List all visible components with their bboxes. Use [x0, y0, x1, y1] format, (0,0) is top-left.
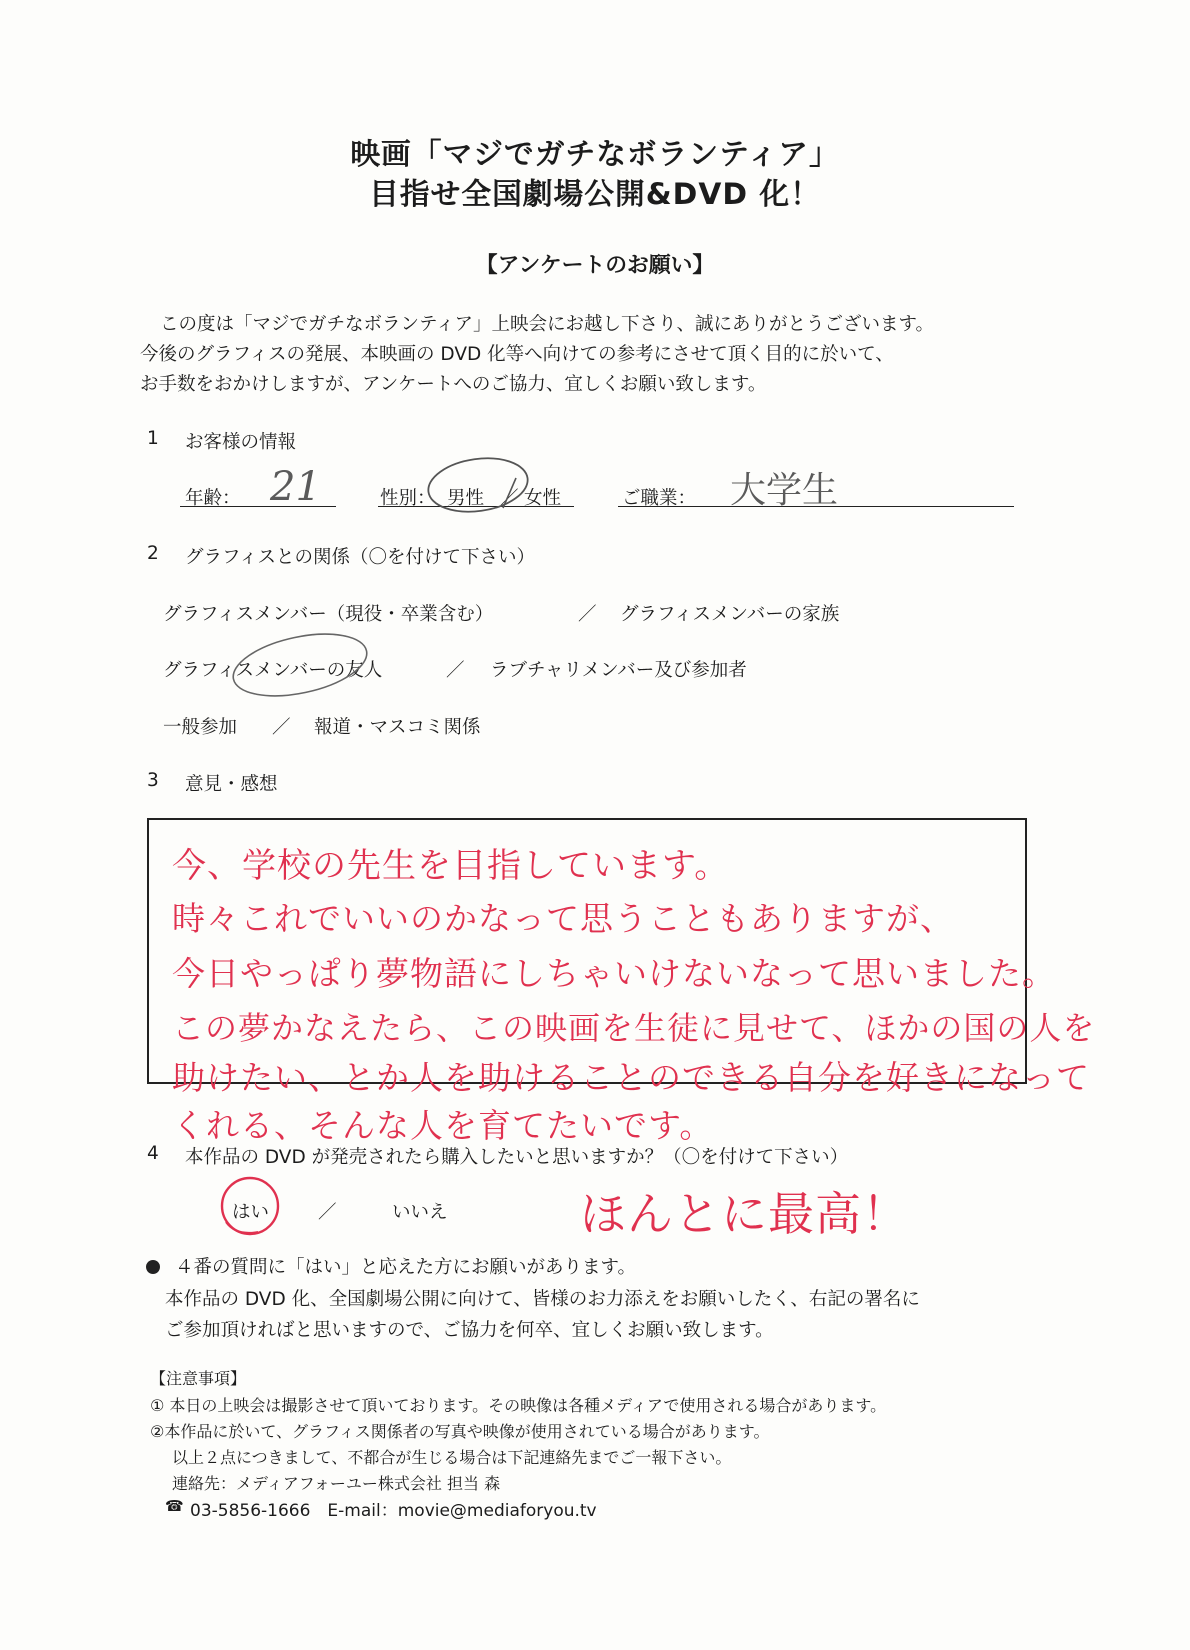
dvd-separator: ／: [318, 1202, 337, 1223]
relation-option-general[interactable]: 一般参加: [163, 717, 238, 738]
bullet-icon: [146, 1260, 160, 1274]
phone-email-line[interactable]: 03-5856-1666 E-mail：movie@mediaforyou.tv: [190, 1501, 597, 1521]
caution-item-3: 以上２点につきまして、不都合が生じる場合は下記連絡先までご一報下さい。: [172, 1448, 732, 1467]
handwritten-remark: ほんとに最高！: [580, 1187, 909, 1241]
relation-separator-3: ／: [272, 717, 291, 738]
q1-number: 1: [147, 428, 159, 449]
comment-line-2: 時々これでいいのかなって思うこともありますが、: [172, 899, 954, 938]
q2-number: 2: [147, 543, 159, 564]
survey-heading: 【アンケートのお願い】: [475, 253, 715, 278]
relation-separator-1: ／: [578, 604, 597, 625]
relation-option-member[interactable]: グラフィスメンバー（現役・卒業含む）: [163, 604, 494, 625]
comment-line-6: くれる、そんな人を育てたいです。: [172, 1106, 714, 1145]
notice-line-2: 本作品の DVD 化、全国劇場公開に向けて、皆様のお力添えをお願いしたく、右記の署名に: [165, 1289, 920, 1310]
relation-option-press[interactable]: 報道・マスコミ関係: [314, 717, 481, 738]
gender-underline: [378, 506, 574, 507]
title-line-1: 映画「マジでガチなボランティア」: [350, 137, 840, 172]
q3-label: 意見・感想: [185, 774, 278, 795]
relation-option-family[interactable]: グラフィスメンバーの家族: [620, 604, 840, 625]
q1-label: お客様の情報: [185, 432, 297, 453]
job-value[interactable]: 大学生: [730, 470, 839, 511]
relation-separator-2: ／: [446, 660, 465, 681]
age-underline: [180, 506, 336, 507]
job-underline: [618, 506, 1014, 507]
comment-line-3: 今日やっぱり夢物語にしちゃいけないなって思いました。: [172, 954, 1056, 993]
q4-number: 4: [147, 1143, 159, 1164]
relation-option-friend[interactable]: グラフィスメンバーの友人: [163, 660, 383, 681]
q2-label: グラフィスとの関係（〇を付けて下さい）: [185, 547, 536, 568]
title-line-2: 目指せ全国劇場公開&DVD 化！: [369, 177, 821, 212]
gender-label: 性別：: [380, 488, 436, 509]
dvd-yes-option[interactable]: はい: [232, 1202, 270, 1223]
caution-item-1: ① 本日の上映会は撮影させて頂いております。その映像は各種メディアで使用される場合があります。: [150, 1396, 887, 1415]
caution-item-2: ②本作品に於いて、グラフィス関係者の写真や映像が使用されている場合があります。: [150, 1422, 770, 1441]
intro-line-2: 今後のグラフィスの発展、本映画の DVD 化等へ向けての参考にさせて頂く目的に於いて、: [140, 344, 894, 365]
q3-number: 3: [147, 770, 159, 791]
notice-line-3: ご参加頂ければと思いますので、ご協力を何卒、宜しくお願い致します。: [165, 1320, 774, 1341]
comment-line-5: 助けたい、とか人を助けることのできる自分を好きになって: [172, 1058, 1090, 1097]
gender-separator: ／: [500, 488, 519, 509]
q4-label: 本作品の DVD が発売されたら購入したいと思いますか？（〇を付けて下さい）: [185, 1147, 849, 1168]
gender-male-option[interactable]: 男性: [447, 488, 485, 509]
age-label: 年齢：: [185, 488, 241, 509]
job-label: ご職業：: [622, 488, 697, 509]
intro-line-1: この度は「マジでガチなボランティア」上映会にお越し下さり、誠にありがとうございます。: [160, 314, 935, 335]
gender-female-option[interactable]: 女性: [524, 488, 562, 509]
comment-line-4: この夢かなえたら、この映画を生徒に見せて、ほかの国の人を: [172, 1009, 1096, 1047]
contact-line: 連絡先：メディアフォーユー株式会社 担当 森: [172, 1474, 501, 1493]
relation-option-lovechari[interactable]: ラブチャリメンバー及び参加者: [490, 660, 747, 681]
age-value[interactable]: 21: [270, 464, 321, 510]
phone-icon: ☎: [165, 1497, 184, 1515]
notice-line-1: ４番の質問に「はい」と応えた方にお願いがあります。: [175, 1257, 637, 1278]
intro-line-3: お手数をおかけしますが、アンケートへのご協力、宜しくお願い致します。: [140, 374, 767, 395]
comment-line-1: 今、学校の先生を目指しています。: [172, 846, 730, 886]
dvd-no-option[interactable]: いいえ: [392, 1202, 448, 1223]
caution-heading: 【注意事項】: [150, 1369, 247, 1388]
